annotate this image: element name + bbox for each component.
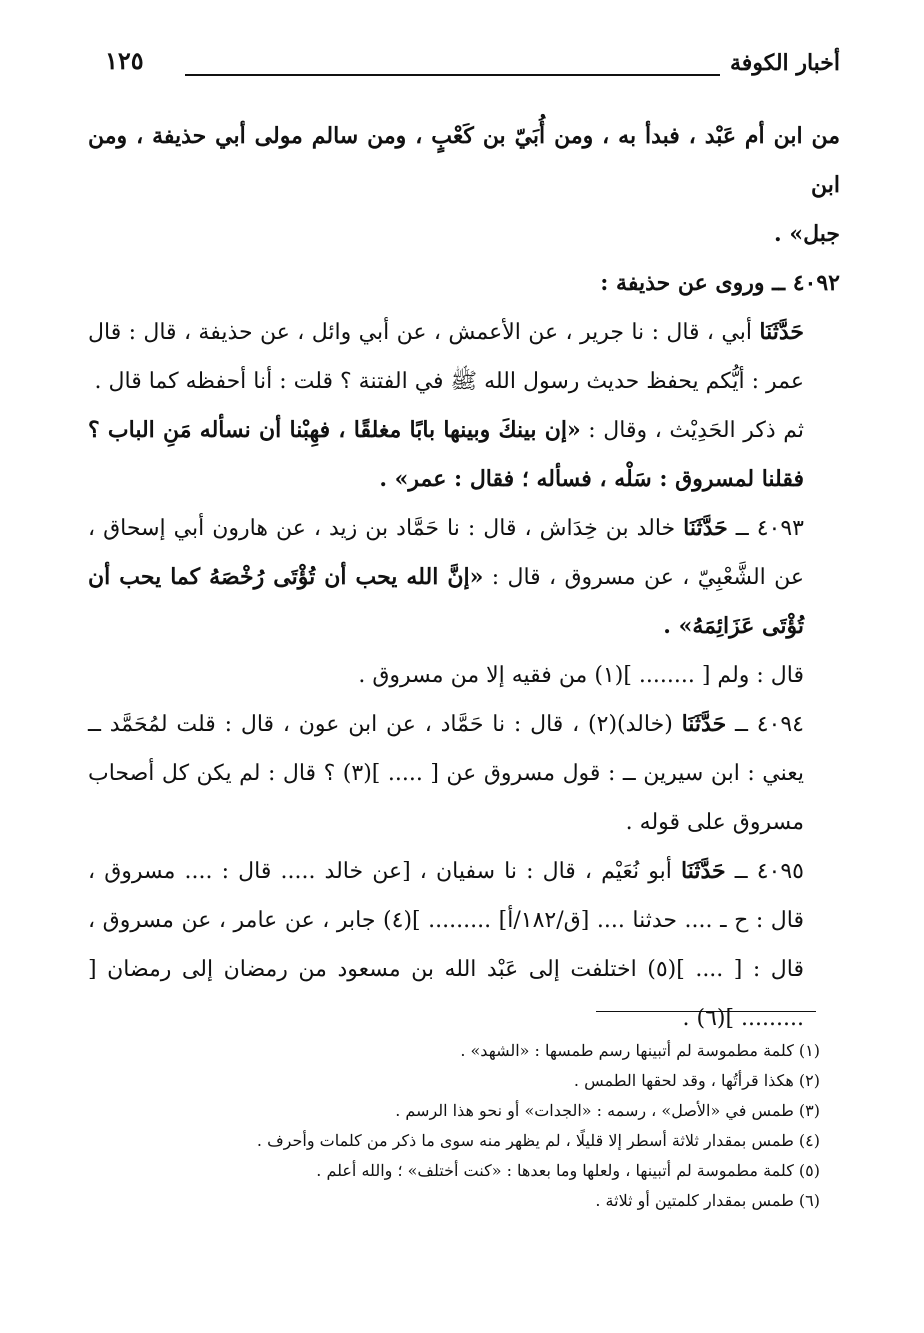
hadith-text: «إن بينكَ وبينها بابًا مغلقًا ، فهِبْنا أن نسأله مَنِ الباب ؟ فقلنا لمسروق : سَلْه ، فسأله ؛ فقال : عمر» . <box>88 417 804 492</box>
paragraph-continuation <box>88 112 840 259</box>
paragraph-comment-4093: قال : ولم [ ........ ](١) من فقيه إلا من مسروق . <box>358 663 804 688</box>
main-text <box>88 112 840 1043</box>
entry-number-4095: ٤٠٩٥ ــ <box>725 859 804 884</box>
hadith-text-end: جبل» . <box>774 221 840 247</box>
haddathana-word: حَدَّثَنَا <box>681 711 727 737</box>
running-title: أخبار الكوفة <box>730 50 840 76</box>
narration-text: ثم ذكر الحَدِيْث ، وقال : <box>580 418 804 443</box>
chain-text: خالد بن خِدَاش ، قال : نا حَمَّاد بن زيد ، عن هارون أبي إسحاق ، عن الشَّعْبِيّ ، عن مسروق ، قال : <box>88 516 804 590</box>
entry-number-4094: ٤٠٩٤ ــ <box>726 712 804 737</box>
hadith-text: من ابن أم عَبْد ، فبدأ به ، ومن أُبَيّ بن كَعْبٍ ، ومن سالم مولى أبي حذيفة ، ومن ابن <box>88 123 840 198</box>
paragraph-entry-4094 <box>88 700 840 847</box>
footnotes <box>150 1036 820 1216</box>
footnote-6: (٦) طمس بمقدار كلمتين أو ثلاثة . <box>595 1191 820 1210</box>
hadith-text: «إنَّ الله يحب أن تُؤْتَى رُخْصَهُ كما يحب أن تُؤْتَى عَزَائِمَهُ» . <box>88 564 804 639</box>
haddathana-word: حَدَّثَنَا <box>680 858 726 884</box>
header-rule <box>185 74 720 76</box>
footnote-2: (٢) هكذا قرأتُها ، وقد لحقها الطمس . <box>573 1071 820 1090</box>
paragraph-entry-4095 <box>88 847 840 1043</box>
footnote-5: (٥) كلمة مطموسة لم أتبينها ، ولعلها وما بعدها : «كنت أختلف» ؛ والله أعلم . <box>316 1161 820 1180</box>
paragraph-matn-4092 <box>88 406 840 504</box>
paragraph-entry-4093 <box>88 504 840 651</box>
chain-text: أبو نُعَيْم ، قال : نا سفيان ، [عن خالد ..... قال : .... مسروق ، قال : ح ـ .... حدثنا .... [ق/١٨٢/أ] ......... ](٤) جابر ، عن عامر ، عن مسروق ، قال : [ .... ](٥) اختلفت إلى عَبْد الله بن مسعود من رمضان إلى رمضان [ ......... ](٦) . <box>88 859 804 1031</box>
footnote-1: (١) كلمة مطموسة لم أتبينها رسم طمسها : «الشهد» . <box>460 1041 820 1060</box>
entry-heading-4092: ٤٠٩٢ ــ وروى عن حذيفة : <box>600 270 840 296</box>
chain-text: أبي ، قال : نا جرير ، عن الأعمش ، عن أبي وائل ، عن حذيفة ، قال : قال عمر : أيُّكم يحفظ حديث رسول الله ﷺ في الفتنة ؟ قلت : أنا أحفظه كما قال . <box>88 320 804 394</box>
footnote-3: (٣) طمس في «الأصل» ، رسمه : «الجدات» أو نحو هذا الرسم . <box>395 1101 820 1120</box>
page-header <box>95 46 840 82</box>
entry-number-4093: ٤٠٩٣ ــ <box>727 516 804 541</box>
chain-text: (خالد)(٢) ، قال : نا حَمَّاد ، عن ابن عون ، قال : قلت لمُحَمَّد ــ يعني : ابن سيرين ــ : قول مسروق عن [ ..... ](٣) ؟ قال : لم يكن كل أصحاب مسروق على قوله . <box>88 712 804 835</box>
footnote-4: (٤) طمس بمقدار ثلاثة أسطر إلا قليلًا ، لم يظهر منه سوى ما ذكر من كلمات وأحرف . <box>256 1131 820 1150</box>
paragraph-chain-4092 <box>88 308 840 406</box>
page-number: ١٢٥ <box>105 46 144 75</box>
footnote-separator <box>596 1011 816 1012</box>
haddathana-word: حَدَّثَنَا <box>683 515 728 541</box>
haddathana-word: حَدَّثَنَا <box>759 319 804 345</box>
